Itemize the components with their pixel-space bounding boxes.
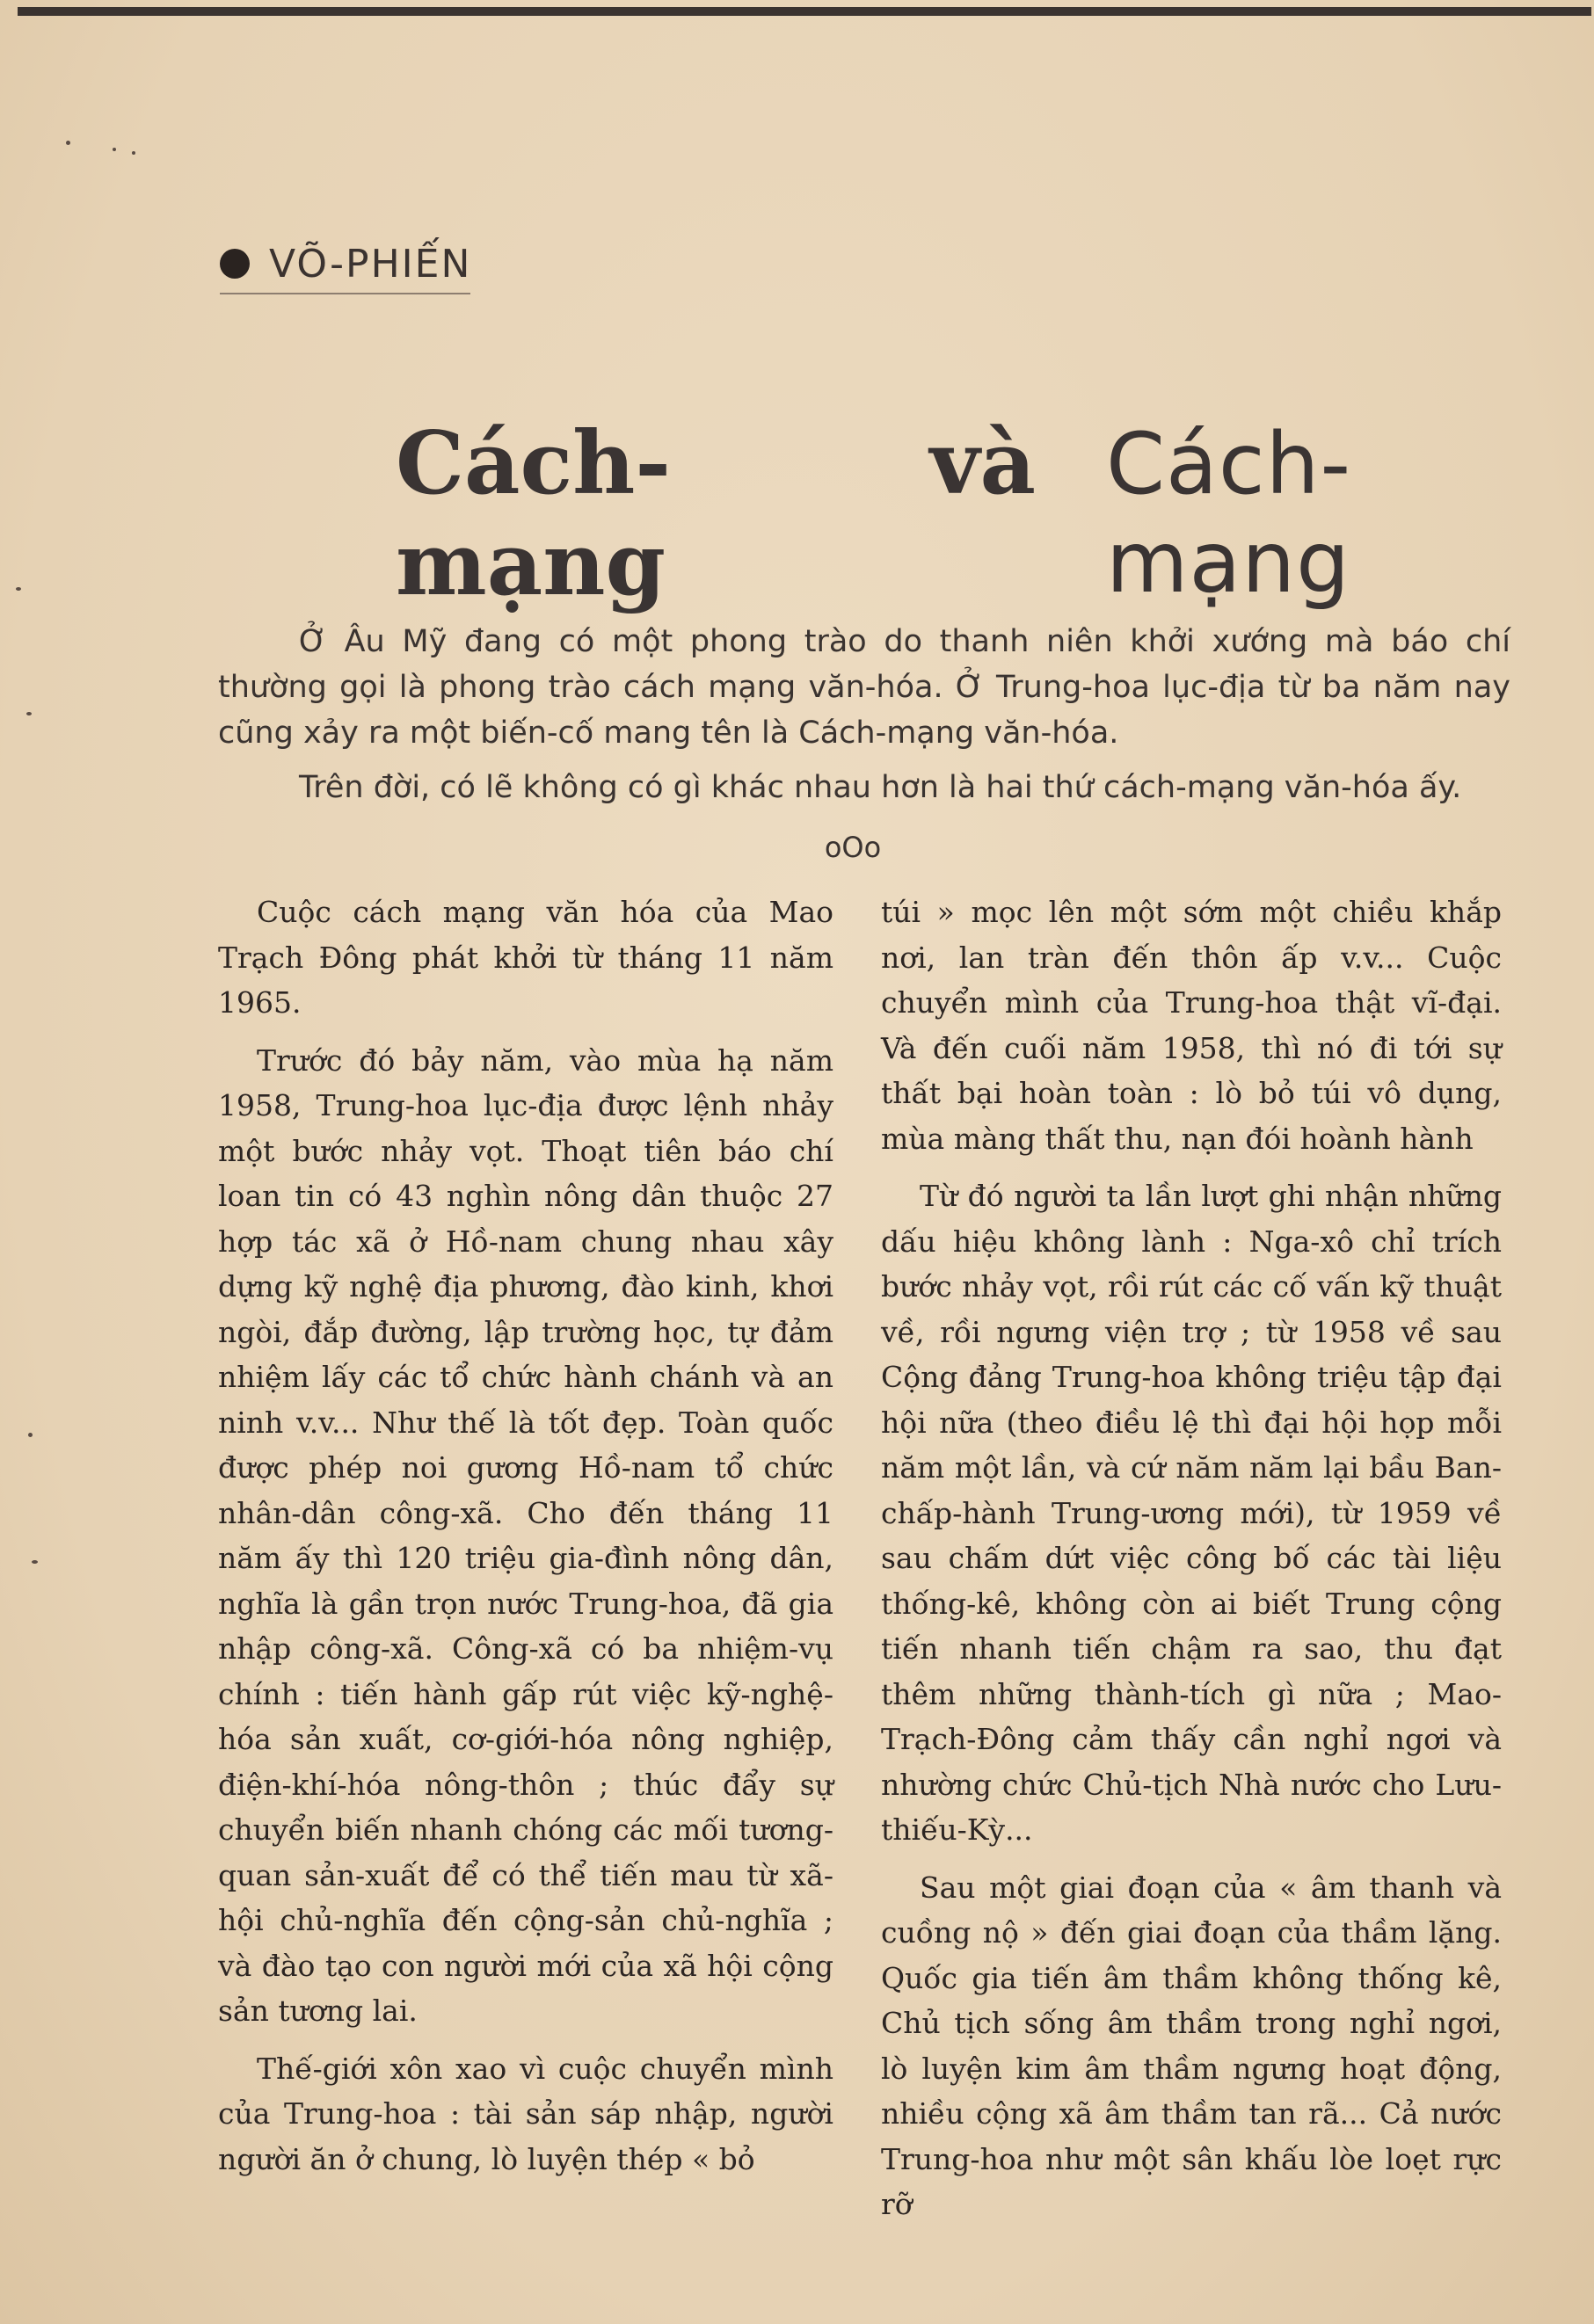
paragraph: Sau một giai đoạn của « âm thanh và cuồng nộ » đến giai đoạn của thầm lặng. Quốc gia tiến âm thầm không thống kê, Chủ tịch sống âm thầm trong nghỉ ngơi, lò luyện kim âm thầm ngưng hoạt động, nhiều cộng xã âm thầm tan rã... Cả nước Trung-hoa như một sân khấu lòe loẹt rực rỡ	[881, 1870, 1502, 2221]
title-part-1: Cách-mạng	[396, 413, 672, 615]
top-rule	[18, 7, 1591, 16]
intro	[218, 619, 1510, 810]
section-separator: oOo	[824, 831, 882, 864]
paper-speck	[28, 1433, 33, 1437]
paragraph: túi » mọc lên một sớm một chiều khắp nơi, lan tràn đến thôn ấp v.v... Cuộc chuyển mình của Trung-hoa thật vĩ-đại. Và đến cuối năm 1958, thì nó đi tới sự thất bại hoàn toàn : lò bỏ túi vô dụng, mùa màng thất thu, nạn đói hoành hành	[881, 895, 1502, 1156]
paragraph: Cuộc cách mạng văn hóa của Mao Trạch Đông phát khởi từ tháng 11 năm 1965.	[218, 895, 833, 1020]
paper-speck	[26, 712, 32, 715]
paper-speck	[66, 141, 70, 145]
author-name: VÕ-PHIẾN	[269, 241, 472, 287]
title-part-3: Cách-mạng	[1105, 415, 1352, 612]
article-title	[396, 413, 1539, 615]
intro-paragraph: Trên đời, có lẽ không có gì khác nhau hơn là hai thứ cách-mạng văn-hóa ấy.	[299, 770, 1462, 805]
paper-speck	[16, 587, 21, 591]
right-column	[881, 890, 1502, 2240]
paper-speck	[132, 151, 135, 155]
title-part-2: và	[929, 413, 1036, 514]
paper-speck	[32, 1560, 38, 1564]
paragraph: Từ đó người ta lần lượt ghi nhận những dấu hiệu không lành : Nga-xô chỉ trích bước nhảy vọt, rồi rút các cố vấn kỹ thuật về, rồi ngưng viện trợ ; từ 1958 về sau Cộng đảng Trung-hoa không triệu tập đại hội nữa (theo điều lệ thì đại hội họp mỗi năm một lần, và cứ năm năm lại bầu Ban-chấp-hành Trung-ương mới), từ 1959 về sau chấm dứt việc công bố các tài liệu thống-kê, không còn ai biết Trung cộng tiến nhanh tiến chậm ra sao, thu đạt thêm những thành-tích gì nữa ; Mao-Trạch-Đông cảm thấy cần nghỉ ngơi và nhường chức Chủ-tịch Nhà nước cho Lưu-thiếu-Kỳ...	[881, 1179, 1502, 1847]
intro-paragraph: Ở Âu Mỹ đang có một phong trào do thanh niên khởi xướng mà báo chí thường gọi là phong trào cách mạng văn-hóa. Ở Trung-hoa lục-địa từ ba năm nay cũng xảy ra một biến-cố mang tên là Cách-mạng văn-hóa.	[218, 624, 1510, 751]
paragraph: Trước đó bảy năm, vào mùa hạ năm 1958, Trung-hoa lục-địa được lệnh nhảy một bước nhảy vọt. Thoạt tiên báo chí loan tin có 43 nghìn nông dân thuộc 27 hợp tác xã ở Hồ-nam chung nhau xây dựng kỹ nghệ địa phương, đào kinh, khơi ngòi, đắp đường, lập trường học, tự đảm nhiệm lấy các tổ chức hành chánh và an ninh v.v... Như thế là tốt đẹp. Toàn quốc được phép noi gương Hồ-nam tổ chức nhân-dân công-xã. Cho đến tháng 11 năm ấy thì 120 triệu gia-đình nông dân, nghĩa là gần trọn nước Trung-hoa, đã gia nhập công-xã. Công-xã có ba nhiệm-vụ chính : tiến hành gấp rút việc kỹ-nghệ-hóa sản xuất, cơ-giới-hóa nông nghiệp, điện-khí-hóa nông-thôn ; thúc đẩy sự chuyển biến nhanh chóng các mối tương-quan sản-xuất để có thể tiến mau từ xã-hội chủ-nghĩa đến cộng-sản chủ-nghĩa ; và đào tạo con người mới của xã hội cộng sản tương lai.	[218, 1042, 833, 2028]
byline-underline	[220, 293, 470, 294]
left-column	[218, 890, 833, 2194]
bullet-icon	[220, 249, 250, 279]
byline	[220, 237, 484, 290]
paper-speck	[113, 148, 116, 151]
paragraph: Thế-giới xôn xao vì cuộc chuyển mình của Trung-hoa : tài sản sáp nhập, người người ăn ở chung, lò luyện thép « bỏ	[218, 2051, 833, 2176]
